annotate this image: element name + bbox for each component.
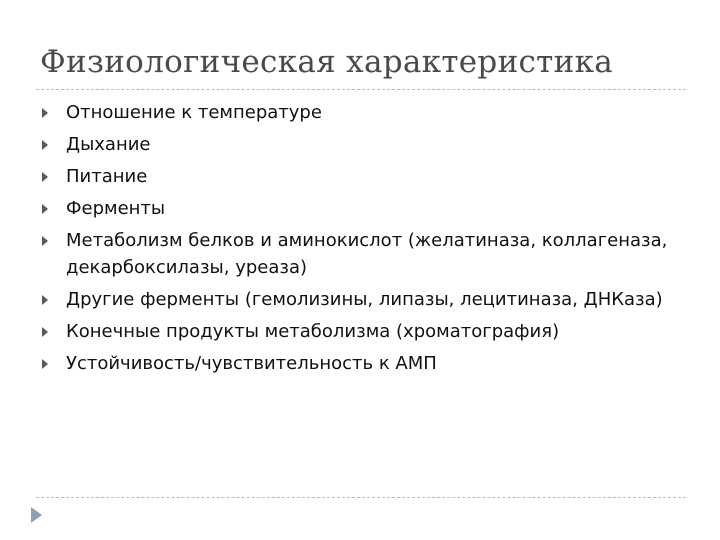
list-item	[40, 228, 680, 281]
list-item	[40, 100, 680, 127]
bullet-list	[40, 100, 680, 383]
slide-title: Физиологическая характеристика	[40, 44, 614, 80]
list-item-text: Питание	[66, 166, 148, 187]
list-item	[40, 319, 680, 346]
list-item	[40, 287, 680, 314]
list-item-text: Дыхание	[66, 134, 151, 155]
triangle-right-icon	[42, 236, 48, 246]
list-item	[40, 164, 680, 191]
list-item-text: Конечные продукты метаболизма (хроматография)	[66, 320, 560, 342]
triangle-right-icon	[42, 359, 48, 369]
list-item	[40, 351, 680, 378]
list-item-text: Отношение к температуре	[66, 102, 322, 123]
triangle-right-icon	[42, 204, 48, 214]
triangle-right-icon	[42, 327, 48, 337]
list-item	[40, 196, 680, 223]
play-arrow-icon[interactable]	[31, 507, 42, 523]
title-divider	[36, 89, 686, 90]
list-item	[40, 132, 680, 159]
triangle-right-icon	[42, 140, 48, 150]
list-item-text: Устойчивость/чувствительность к АМП	[66, 352, 437, 374]
list-item-text: Другие ферменты (гемолизины, липазы, лецитиназа, ДНКаза)	[66, 288, 663, 310]
list-item-text: Ферменты	[66, 198, 166, 219]
triangle-right-icon	[42, 172, 48, 182]
triangle-right-icon	[42, 295, 48, 305]
footer-divider	[36, 497, 686, 498]
triangle-right-icon	[42, 108, 48, 118]
list-item-text: Метаболизм белков и аминокислот (желатиназа, коллагеназа, декарбоксилазы, уреаза)	[66, 230, 668, 278]
